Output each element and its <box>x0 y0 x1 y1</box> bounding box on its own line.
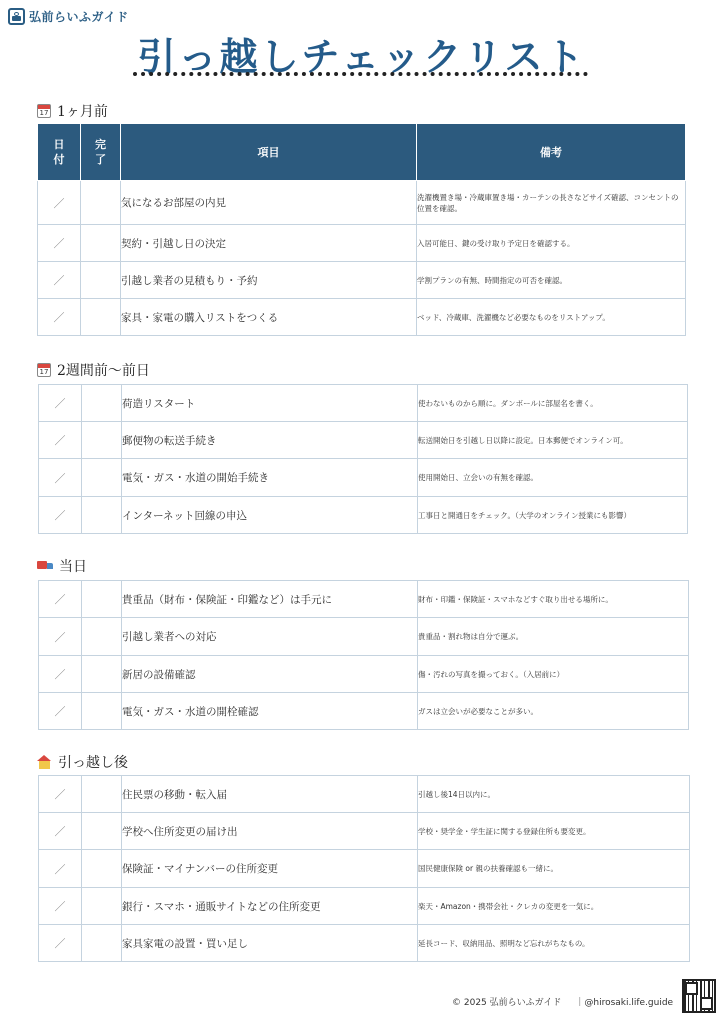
done-checkbox-cell[interactable] <box>82 813 122 850</box>
table-row <box>39 459 688 497</box>
item-cell: 住民票の移動・転入届 <box>122 776 418 813</box>
note-cell: 使わないものから順に。ダンボールに部屋名を書く。 <box>418 385 688 422</box>
item-cell: 引越し業者への対応 <box>122 618 418 656</box>
table-row <box>39 618 689 656</box>
section-heading <box>37 556 87 576</box>
date-cell[interactable]: ／ <box>39 850 82 888</box>
date-cell[interactable]: ／ <box>38 181 81 225</box>
table-row <box>39 385 688 422</box>
note-cell: 学割プランの有無、時間指定の可否を確認。 <box>417 262 686 299</box>
column-header-done: 完了 <box>81 124 121 181</box>
title-underline <box>133 72 588 76</box>
note-cell: 洗濯機置き場・冷蔵庫置き場・カーテンの長さなどサイズ確認、コンセントの位置を確認。 <box>417 181 686 225</box>
checklist-table <box>38 775 690 962</box>
done-checkbox-cell[interactable] <box>82 850 122 888</box>
note-cell: 国民健康保険 or 親の扶養確認も一緒に。 <box>418 850 690 888</box>
calendar-icon <box>37 104 51 118</box>
table-row <box>38 262 686 299</box>
note-cell: 入居可能日、鍵の受け取り予定日を確認する。 <box>417 225 686 262</box>
section-heading <box>37 101 108 121</box>
note-cell: 財布・印鑑・保険証・スマホなどすぐ取り出せる場所に。 <box>418 581 689 618</box>
done-checkbox-cell[interactable] <box>82 459 122 497</box>
date-cell[interactable]: ／ <box>38 225 81 262</box>
table-header-row <box>38 124 686 181</box>
date-cell[interactable]: ／ <box>39 422 82 459</box>
column-header-item: 項目 <box>121 124 417 181</box>
checklist-table <box>38 580 689 730</box>
date-cell[interactable]: ／ <box>39 656 82 693</box>
column-header-date: 日付 <box>38 124 81 181</box>
item-cell: 家具・家電の購入リストをつくる <box>121 299 417 336</box>
section-heading-text: 2週間前〜前日 <box>57 363 150 379</box>
table-row <box>38 225 686 262</box>
done-checkbox-cell[interactable] <box>82 618 122 656</box>
date-cell[interactable]: ／ <box>39 693 82 730</box>
section-heading-text: 引っ越し後 <box>58 755 128 771</box>
date-cell[interactable]: ／ <box>39 925 82 962</box>
table-row <box>38 299 686 336</box>
note-cell: 転送開始日を引越し日以降に設定。日本郵便でオンライン可。 <box>418 422 688 459</box>
date-cell[interactable]: ／ <box>39 497 82 534</box>
item-cell: 気になるお部屋の内見 <box>121 181 417 225</box>
done-checkbox-cell[interactable] <box>82 925 122 962</box>
done-checkbox-cell[interactable] <box>81 181 121 225</box>
truck-icon <box>37 561 53 572</box>
item-cell: インターネット回線の申込 <box>122 497 418 534</box>
date-cell[interactable]: ／ <box>39 776 82 813</box>
note-cell: 傷・汚れの写真を撮っておく。（入居前に） <box>418 656 689 693</box>
table-row <box>39 925 690 962</box>
table-row <box>39 581 689 618</box>
note-cell: 延長コード、収納用品、照明など忘れがちなもの。 <box>418 925 690 962</box>
done-checkbox-cell[interactable] <box>82 385 122 422</box>
date-cell[interactable]: ／ <box>39 385 82 422</box>
done-checkbox-cell[interactable] <box>82 656 122 693</box>
checklist-table <box>38 384 688 534</box>
item-cell: 学校へ住所変更の届け出 <box>122 813 418 850</box>
table-row <box>39 888 690 925</box>
note-cell: ベッド、冷蔵庫、洗濯機など必要なものをリストアップ。 <box>417 299 686 336</box>
page-title: 引っ越しチェックリスト <box>137 35 587 79</box>
date-cell[interactable]: ／ <box>39 888 82 925</box>
note-cell: 楽天・Amazon・携帯会社・クレカの変更を一気に。 <box>418 888 690 925</box>
house-badge-icon <box>8 8 25 25</box>
done-checkbox-cell[interactable] <box>81 262 121 299</box>
date-cell[interactable]: ／ <box>39 618 82 656</box>
item-cell: 銀行・スマホ・通販サイトなどの住所変更 <box>122 888 418 925</box>
item-cell: 新居の設備確認 <box>122 656 418 693</box>
item-cell: 保険証・マイナンバーの住所変更 <box>122 850 418 888</box>
footer-handle: ｜@hirosaki.life.guide <box>575 998 674 1008</box>
section-heading <box>37 752 128 772</box>
item-cell: 郵便物の転送手続き <box>122 422 418 459</box>
done-checkbox-cell[interactable] <box>82 693 122 730</box>
section-heading <box>37 360 150 380</box>
date-cell[interactable]: ／ <box>39 581 82 618</box>
done-checkbox-cell[interactable] <box>82 888 122 925</box>
qr-code-icon <box>682 979 716 1013</box>
table-row <box>39 497 688 534</box>
done-checkbox-cell[interactable] <box>82 422 122 459</box>
note-cell: 学校・奨学金・学生証に関する登録住所も要変更。 <box>418 813 690 850</box>
note-cell: 使用開始日、立会いの有無を確認。 <box>418 459 688 497</box>
item-cell: 家具家電の設置・買い足し <box>122 925 418 962</box>
done-checkbox-cell[interactable] <box>82 776 122 813</box>
footer-copyright: © 2025 弘前らいふガイド <box>452 998 562 1008</box>
note-cell: 工事日と開通日をチェック。（大学のオンライン授業にも影響） <box>418 497 688 534</box>
item-cell: 貴重品（財布・保険証・印鑑など）は手元に <box>122 581 418 618</box>
section-heading-text: 当日 <box>59 559 87 575</box>
table-row <box>39 813 690 850</box>
done-checkbox-cell[interactable] <box>82 497 122 534</box>
column-header-note: 備考 <box>417 124 686 181</box>
note-cell: 引越し後14日以内に。 <box>418 776 690 813</box>
table-row <box>39 656 689 693</box>
calendar-icon <box>37 363 51 377</box>
table-row <box>38 181 686 225</box>
note-cell: 貴重品・割れ物は自分で運ぶ。 <box>418 618 689 656</box>
table-row <box>39 850 690 888</box>
item-cell: 電気・ガス・水道の開始手続き <box>122 459 418 497</box>
date-cell[interactable]: ／ <box>38 262 81 299</box>
done-checkbox-cell[interactable] <box>81 299 121 336</box>
item-cell: 電気・ガス・水道の開栓確認 <box>122 693 418 730</box>
item-cell: 荷造リスタート <box>122 385 418 422</box>
date-cell[interactable]: ／ <box>39 813 82 850</box>
section-heading-text: 1ヶ月前 <box>57 104 108 120</box>
brand <box>8 8 129 25</box>
item-cell: 契約・引越し日の決定 <box>121 225 417 262</box>
table-row <box>39 422 688 459</box>
done-checkbox-cell[interactable] <box>81 225 121 262</box>
date-cell[interactable]: ／ <box>39 459 82 497</box>
item-cell: 引越し業者の見積もり・予約 <box>121 262 417 299</box>
brand-name: 弘前らいふガイド <box>29 10 129 24</box>
note-cell: ガスは立会いが必要なことが多い。 <box>418 693 689 730</box>
done-checkbox-cell[interactable] <box>82 581 122 618</box>
footer <box>452 995 673 1008</box>
table-row <box>39 776 690 813</box>
table-row <box>39 693 689 730</box>
house-icon <box>37 755 52 769</box>
date-cell[interactable]: ／ <box>38 299 81 336</box>
checklist-table <box>37 123 686 336</box>
